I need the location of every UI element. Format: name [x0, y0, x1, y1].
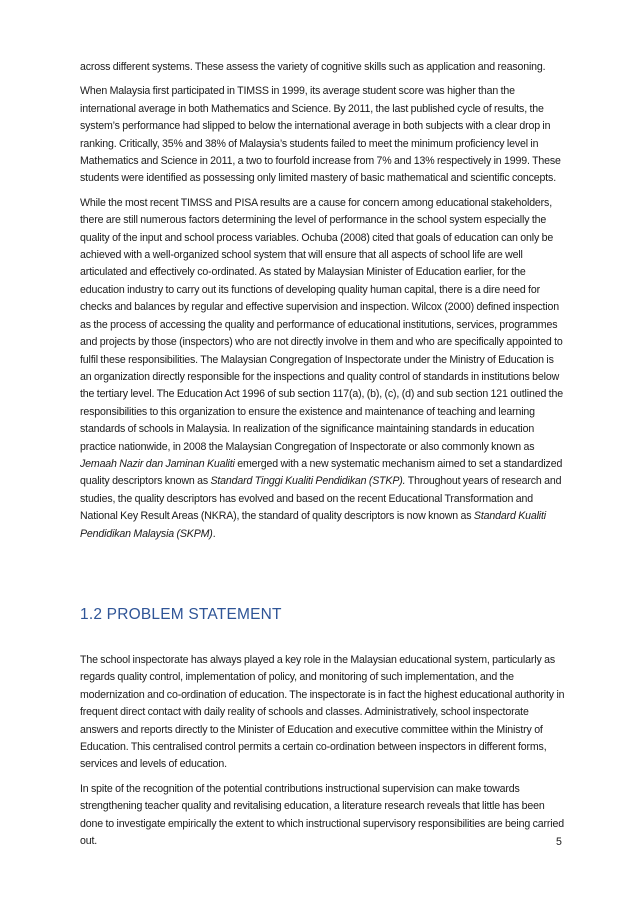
paragraph-continuation: across different systems. These assess the variety of cognitive skills such as application and reasoning.: [80, 61, 546, 73]
italic-term-jemaah: Jemaah Nazir dan Jaminan Kualiti: [80, 457, 235, 470]
text-run: emerged with a new systematic mechanism aimed to set a standardized quality descriptors known as: [80, 457, 563, 488]
page-number: 5: [556, 836, 562, 848]
section-background-text: [80, 59, 566, 550]
paragraph-literature-gap: In spite of the recognition of the potential contributions instructional supervision can make towards strengthening teacher quality and revitalising education, a literature research reveals that little has been done to investigate empirically the extent to which instructional supervisory responsibilities are being carried out.: [80, 782, 564, 848]
section-problem-text: [80, 652, 566, 857]
italic-term-stkp: Standard Tinggi Kualiti Pendidikan (STKP).: [210, 475, 406, 488]
paragraph-inspection-context: [80, 195, 566, 543]
section-heading-problem-statement: 1.2 PROBLEM STATEMENT: [80, 606, 282, 623]
paragraph-inspectorate-role: The school inspectorate has always played a key role in the Malaysian educational system, particularly as regards quality control, implementation of policy, and monitoring of such implementation, and the modernization and co-ordination of education. The inspectorate is in fact the highest educational authority in frequent direct contact with daily reality of schools and classes. Administratively, school inspectorate answers and reports directly to the Minister of Education and executive committee within the Ministry of Education. This centralised control permits a certain co-ordination between inspectors in different forms, services and levels of education.: [80, 654, 565, 771]
paragraph-timss-results: When Malaysia first participated in TIMSS in 1999, its average student score was higher than the international average in both Mathematics and Science. By 2011, the last published cycle of results, the system’s performance had slipped to below the international average in both subjects with a clear drop in ranking. Critically, 35% and 38% of Malaysia’s students failed to meet the minimum proficiency level in Mathematics and Science in 2011, a two to fourfold increase from 7% and 13% respectively in 1999. These students were identified as possessing only limited mastery of basic mathematical and scientific concepts.: [80, 85, 561, 185]
text-run: While the most recent TIMSS and PISA results are a cause for concern among educational stakeholders, there are still numerous factors determining the level of performance in the school system especially the quality of the input and school process variables. Ochuba (2008) cited that goals of education can only be achieved with a well-organized school system that will ensure that all aspects of school life are well articulated and effectively co-ordinated. As stated by Malaysian Minister of Education earlier, for the education industry to carry out its functions of developing quality human capital, there is a dire need for checks and balances by regular and effective supervision and inspection. Wilcox (2000) defined inspection as the process of accessing the quality and performance of educational institutions, services, programmes and projects by those (inspectors) who are not directly involve in them and who are specifically appointed to fulfil these responsibilities. The Malaysian Congregation of Inspectorate under the Ministry of Education is an organization directly responsible for the inspections and quality control of standards in institutions below the tertiary level. The Education Act 1996 of sub section 117(a), (b), (c), (d) and sub section 121 outlined the responsibilities to this organization to ensure the existence and maintenance of teaching and learning standards of schools in Malaysia. In realization of the significance maintaining standards in education practice nationwide, in 2008 the Malaysian Congregation of Inspectorate or also commonly known as: [80, 196, 563, 453]
text-run: .: [212, 527, 216, 540]
text-run: Throughout years of research and studies, the quality descriptors has evolved and based on the recent Educational Transformation and National Key Result Areas (NKRA), the standard of quality descriptors is now known as: [80, 475, 562, 523]
italic-term-skpm: Standard Kualiti Pendidikan Malaysia (SKPM): [80, 510, 546, 540]
